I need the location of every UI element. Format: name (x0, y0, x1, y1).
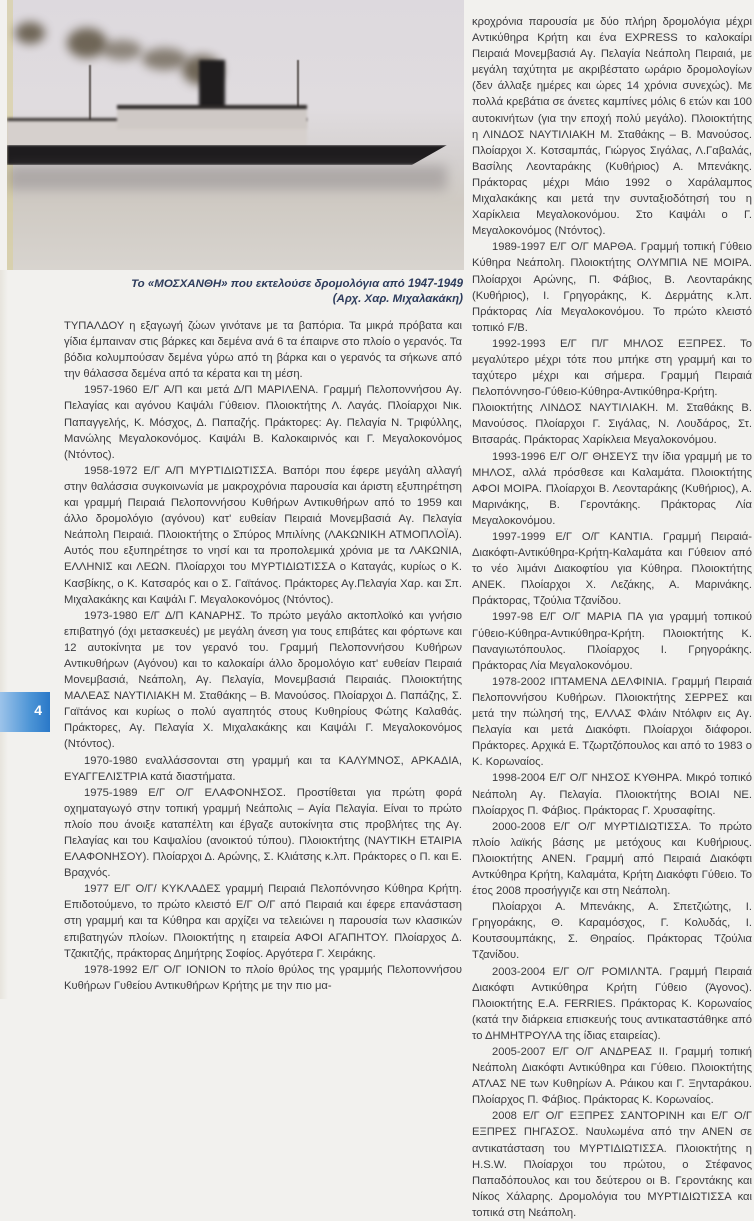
paragraph: 2005-2007 Ε/Γ Ο/Γ ΑΝΔΡΕΑΣ ΙΙ. Γραμμή τοπική Νεάπολη Διακόφτι Αντικύθηρα και Γύθειο. Πλοιοκτήτης ΑΤΛΑΣ ΝΕ των Κυθηρίων Α. Ράικου και Γ. Ξηνταράκου. Πλοίαρχος Π. Φάβιος. Πράκτορας Κ. Κορωναίος. (472, 1046, 752, 1107)
ship-hull (7, 145, 447, 165)
paragraph: 1998-2004 Ε/Γ Ο/Γ ΝΗΣΟΣ ΚΥΘΗΡΑ. Μικρό τοπικό Νεάπολη Αγ. Πελαγία. Πλοιοκτήτης ΒΟΙΑΙ ΝΕ. Πλοίαρχος Π. Φάβιος. Πράκτορας Γ. Χρυσαφίτης. (472, 772, 752, 817)
left-column (64, 318, 462, 994)
paragraph: 2008 Ε/Γ Ο/Γ ΕΞΠΡΕΣ ΣΑΝΤΟΡΙΝΗ και Ε/Γ Ο/Γ ΕΞΠΡΕΣ ΠΗΓΑΣΟΣ. Ναυλωμένα από την ΑΝΕΝ σε αντικατάσταση του ΜΥΡΤΙΔΙΩΤΙΣΣΑ. Πλοιοκτήτης η H.S.W. Πλοίαρχοι του πρώτου, ο Στέφανος Παπαδόπουλος και του δεύτερου οι Β. Γεροντάκης και Νίκος Χάλαρης. Δρομολόγια του ΜΥΡΤΙΔΙΩΤΙΣΣΑ και τοπικά στη Νεάπολη. (472, 1110, 752, 1219)
ship-photo (7, 0, 464, 270)
paragraph: ΤΥΠΑΛΔΟΥ η εξαγωγή ζώων γινότανε με τα βαπόρια. Τα μικρά πρόβατα και γίδια έμπαιναν στις βάρκες και δεμένα ανά 6 τα έπαιρνε στο πλοίο ο γερανός. Τα βόδια κολυμπούσαν δεμένα γύρω από τη βάρκα και ο γερανός τα σήκωνε από την θάλασσα δεμένα από τα κέρατα και τη μέση. (64, 320, 462, 381)
ship-funnel (199, 60, 225, 110)
photo-caption (120, 277, 463, 307)
paragraph: 1975-1989 Ε/Γ Ο/Γ ΕΛΑΦΟΝΗΣΟΣ. Προστίθεται για πρώτη φορά οχηματαγωγό στην τοπική γραμμή Νεάπολις – Αγία Πελαγία. Είναι το πρώτο πλοίο που άνοιξε καταπέλτη και έβγαζε αυτοκίνητα στις προβλήτες της Αγ. Πελαγίας και του Καψαλίου (ανοικτού τύπου). Πλοιοκτήτης (ΝΑΥΤΙΚΗ ΕΤΑΙΡΙΑ ΕΛΑΦΟΝΗΣΟΥ). Πλοίαρχοι Δ. Αρώνης, Σ. Κλιάτσης κ.λπ. Πράκτορες ο Π. και Ε. Βραχνός. (64, 786, 462, 880)
smoke-puff (15, 22, 45, 44)
ship-mast (89, 65, 91, 125)
smoke-puff (102, 40, 142, 60)
water-reflection (7, 165, 447, 190)
paragraph: 1997-98 Ε/Γ Ο/Γ ΜΑΡΙΑ ΠΑ για γραμμή τοπικού Γύθειο-Κύθηρα-Αντικύθηρα-Κρήτη. Πλοιοκτήτης Κ. Παναγιωτόπουλος. Πλοίαρχος Ι. Γρηγοράκης. Πράκτορας Λία Μεγαλοκονόμου. (472, 611, 752, 672)
caption-credit: (Αρχ. Χαρ. Μιχαλακάκη) (332, 293, 463, 305)
paragraph: 1957-1960 Ε/Γ Α/Π και μετά Δ/Π ΜΑΡΙΛΕΝΑ. Γραμμή Πελοποννήσου Αγ. Πελαγίας και αγόνου Καψάλι Γύθειον. Πλοιοκτήτης Λ. Λαγάς. Πλοίαρχοι Νικ. Παπαγγελής, Κ. Μόσχος, Δ. Παπαζής. Πράκτορες: Αγ. Πελαγία Ν. Τριφύλλης, Μανώλης Μεγαλοκονόμος. Καψάλι Β. Καλοκαιρινός και Γ. Μεγαλοκονόμος (Ντόντος). (64, 384, 462, 461)
paragraph: Πλοίαρχοι Α. Μπενάκης, Α. Σπετζιώτης, Ι. Γρηγοράκης, Θ. Καραμόσχος, Γ. Κολυδάς, Ι. Κουτσουμπάκης, Σ. Θηραίος. Πράκτορας Τζούλια Τζανίδου. (472, 901, 752, 962)
smoke-puff (142, 48, 187, 70)
paragraph: 2003-2004 Ε/Γ Ο/Γ ΡΟΜΙΛΝΤΑ. Γραμμή Πειραιά Διακόφτι Αντικύθηρα Κρήτη Γύθειο (Άγονος). Πλοιοκτήτης Ε.Α. FERRIES. Πράκτορας Κ. Κορωναίος (κατά την διάρκεια επισκευής τους αντικαταστάθηκε από το ΔΗΜΗΤΡΟΥΛΑ της ίδιας εταιρείας). (472, 965, 752, 1042)
paragraph: 1993-1996 Ε/Γ Ο/Γ ΘΗΣΕΥΣ την ίδια γραμμή με το ΜΗΛΟΣ, αλλά πρόσθεσε και Καλαμάτα. Πλοιοκτήτης ΑΦΟΙ ΜΟΙΡΑ. Πλοίαρχοι Β. Λεονταράκης (Κυθήριος), Α. Μαρινάκης, Β. Γεροντάκης. Πράκτορας Λία Μεγαλοκονόμου. (472, 450, 752, 527)
paragraph: 1989-1997 Ε/Γ Ο/Γ ΜΑΡΘΑ. Γραμμή τοπική Γύθειο Κύθηρα Νεάπολη. Πλοιοκτήτης ΟΛΥΜΠΙΑ ΝΕ ΜΟΙΡΑ. Πλοίαρχοι Αρώνης, Π. Φάβιος, Β. Λεονταράκης (Κυθήριος), Ι. Γρηγοράκης, Κ. Δερμάτης κ.λπ. Πράκτορας Λία Μεγαλοκονόμου. Το πρώτο κλειστό τοπικό F/B. (472, 241, 752, 334)
paragraph: 1973-1980 Ε/Γ Δ/Π ΚΑΝΑΡΗΣ. Το πρώτο μεγάλο ακτοπλοϊκό και γνήσιο επιβατηγό (όχι μετασκευές) με μεγάλη άνεση για τους επιβάτες και φόρτωνε και 12 αυτοκίνητα με τον γερανό του. Γραμμή Πελοποννήσου Κυθήρων Αντικυθήρων (Αγόνου) και το καλοκαίρι άλλο δρομολόγιο κατ' ευθείαν Πειραιά Μονεμβασιά, Νεάπολη, Αγ. Πελαγία, Μονεμβασιά Πειραιάς. Πλοιοκτήτης ΜΑΛΕΑΣ ΝΑΥΤΙΛΙΑΚΗ Μ. Σταθάκης – Β. Μανούσος. Πλοίαρχοι Δ. Παπάζης, Σ. Γαϊτάνος και κυρίως ο πολύ αγαπητός στους Κυθηρίους Φώτης Καλαθάς. Πράκτορες, Αγ. Πελαγία Χ. Μιχαλακάκης και Καψάλι Γ. Μεγαλοκονόμος (Ντόντος). (64, 609, 462, 751)
smoke-puff (67, 28, 107, 58)
caption-title: Το «ΜΟΣΧΑΝΘΗ» που εκτελούσε δρομολόγια από 1947-1949 (131, 278, 463, 290)
right-column (472, 14, 752, 1221)
page-number: 4 (34, 702, 42, 718)
paragraph: 1978-2002 ΙΠΤΑΜΕΝΑ ΔΕΛΦΙΝΙΑ. Γραμμή Πειραιά Πελοποννήσου Κυθήρων. Πλοιοκτήτης ΣΕΡΡΕΣ και μετά την πώλησή της, ΕΛΛΑΣ Φλάιν Ντόλφιν εις Αγ. Πελαγία και μετά Διακόφτι. Πλοίαρχοι διάφοροι. Πράκτορες. Αρχικά Ε. Τζωρτζόπουλος και από το 1983 ο Κ. Κορωναίος. (472, 675, 752, 769)
page-number-tab (0, 692, 50, 732)
paragraph: 1978-1992 Ε/Γ Ο/Γ ΙΟΝΙΟΝ το πλοίο θρύλος της γραμμής Πελοποννήσου Κυθήρων Γυθείου Αντικυθήρων Κρήτης με την πιο μα- (64, 963, 462, 992)
paragraph: 1970-1980 εναλλάσσονται στη γραμμή και τα ΚΑΛΥΜΝΟΣ, ΑΡΚΑΔΙΑ, ΕΥΑΓΓΕΛΙΣΤΡΙΑ κατά διαστήματα. (64, 754, 462, 783)
paragraph: κροχρόνια παρουσία με δύο πλήρη δρομολόγια μέχρι Αντικύθηρα Κρήτη και ένα EXPRESS το καλοκαίρι Πειραιά Μονεμβασιά Αγ. Πελαγία Νεάπολη Πειραιά, με μεγάλη ταχύτητα με ακριβέστατο ωράριο δρομολογίων (δεν άλλαξε ημέρες και ώρες 14 χρόνια συνεχώς). Με πολλά κρεβάτια σε άνετες καμπίνες μόλις 6 ετών και 100 αυτοκινήτων (για την εποχή πολύ μεγάλο). Πλοιοκτήτης η ΛΙΝΔΟΣ ΝΑΥΤΙΛΙΑΚΗ Μ. Σταθάκης – Β. Μανούσος. Πλοίαρχοι Χ. Κοτσαμπάς, Γιώργος Σιγάλας, Λ.Γαβαλάς, Βασίλης Λεονταράκης (Κυθήριος) Α. Μπενάκης. Πράκτορας μέχρι Μάιο 1992 ο Χαράλαμπος Μιχαλακάκης και μετά την συνταξιοδότησή του η Χαρίκλεια Μεγαλοκονόμου. Στο Καψάλι ο Γ. Μεγαλοκονόμος (Ντόντος). (472, 16, 752, 238)
paragraph: 1958-1972 Ε/Γ Α/Π ΜΥΡΤΙΔΙΩΤΙΣΣΑ. Βαπόρι που έφερε μεγάλη αλλαγή στην θαλάσσια συγκοινωνία με μακροχρόνια παρουσία και άριστη εξυπηρέτηση και γραμμή Πειραιά Πελοποννήσου Κυθήρων Αντικυθήρων από το 1959 και άλλο δρομολόγιο (αγόνου) κατ' ευθείαν Πειραιά Μονεμβασιά Αγ. Πελαγία Νεάπολη Πειραιά. Πλοιοκτήτης ο Σπύρος Μπιλίνης (ΛΑΚΩΝΙΚΗ ΑΤΜΟΠΛΟΪΑ). Αυτός που εξυπηρέτησε το νησί και τα προπολεμικά χρόνια με τα ΛΑΚΩΝΙΑ, ΕΛΛΗΝΙΣ και ΛΕΩΝ. Πλοίαρχοι του ΜΥΡΤΙΔΙΩΤΙΣΣΑ ο Καταγάς, κυρίως ο Κ. Κασβίκης, ο Κ. Κατσαρός και ο Σ. Γαϊτάνος. Πράκτορες Αγ.Πελαγία Χαρ. και Σπ. Μιχαλακάκης και Καψάλι Γ. Μεγαλοκονόμος (Ντόντος). (64, 464, 462, 606)
paragraph: 1997-1999 Ε/Γ Ο/Γ ΚΑΝΤΙΑ. Γραμμή Πειραιά-Διακόφτι-Αντικύθηρα-Κρήτη-Καλαμάτα και Γύθειον από το νέο λιμάνι Διακοφτίου για Κύθηρα. Πλοιοκτήτης ΑΝΕΚ. Πλοίαρχοι Χ. Λεζάκης, Α. Μαρινάκης. Πράκτορας, Τζούλια Τζανίδου. (472, 531, 752, 608)
paragraph: 2000-2008 Ε/Γ Ο/Γ ΜΥΡΤΙΔΙΩΤΙΣΣΑ. Το πρώτο πλοίο λαϊκής βάσης με μετόχους και Κυθήριους. Πλοιοκτήτης ΑΝΕΝ. Γραμμή από Πειραιά Διακόφτι Αντκύθηρα Κρήτη, Καλαμάτα, Κρήτη Διακόφτι Γύθειο. Το έτος 2008 προσήγγιζε και στη Νεάπολη. (472, 820, 752, 898)
paragraph: 1992-1993 Ε/Γ Π/Γ ΜΗΛΟΣ ΕΞΠΡΕΣ. Το μεγαλύτερο μέχρι τότε που μπήκε στη γραμμή και το ταχύτερο μέχρι και σήμερα. Γραμμή Πειραιά Πελοπόννησο-Γύθειο-Κύθηρα-Αντικύθηρα-Κρήτη. Πλοιοκτήτης ΛΙΝΔΟΣ ΝΑΥΤΙΛΙΑΚΗ. Μ. Σταθάκης Β. Μανούσος. Πλοίαρχοι Γ. Σιγάλας, Ν. Λουδάρος, Στ. Βιτσαράς. Πράκτορας Χαρίκλεια Μεγαλοκονόμου. (472, 337, 752, 447)
page-gutter (0, 270, 8, 999)
paragraph: 1977 Ε/Γ Ο/Γ/ ΚΥΚΛΑΔΕΣ γραμμή Πειραιά Πελοπόννησο Κύθηρα Κρήτη. Επιδοτούμενο, το πρώτο κλειστό Ε/Γ Ο/Γ από Πειραιά και έφερε επανάσταση στη γραμμή και τα Κύθηρα και αρχίζει να τελειώνει η παρουσία των κλασικών επιβατηγών πλοίων. Πλοιοκτήτης η εταιρεία ΑΦΟΙ ΑΓΑΠΗΤΟΥ. Πλοίαρχος Δ. Τζακιτζής, πράκτορας Δημήτρης Σοφίος. Αργότερα Γ. Χειράκης. (64, 883, 462, 960)
ship-upper-deck (117, 105, 307, 129)
